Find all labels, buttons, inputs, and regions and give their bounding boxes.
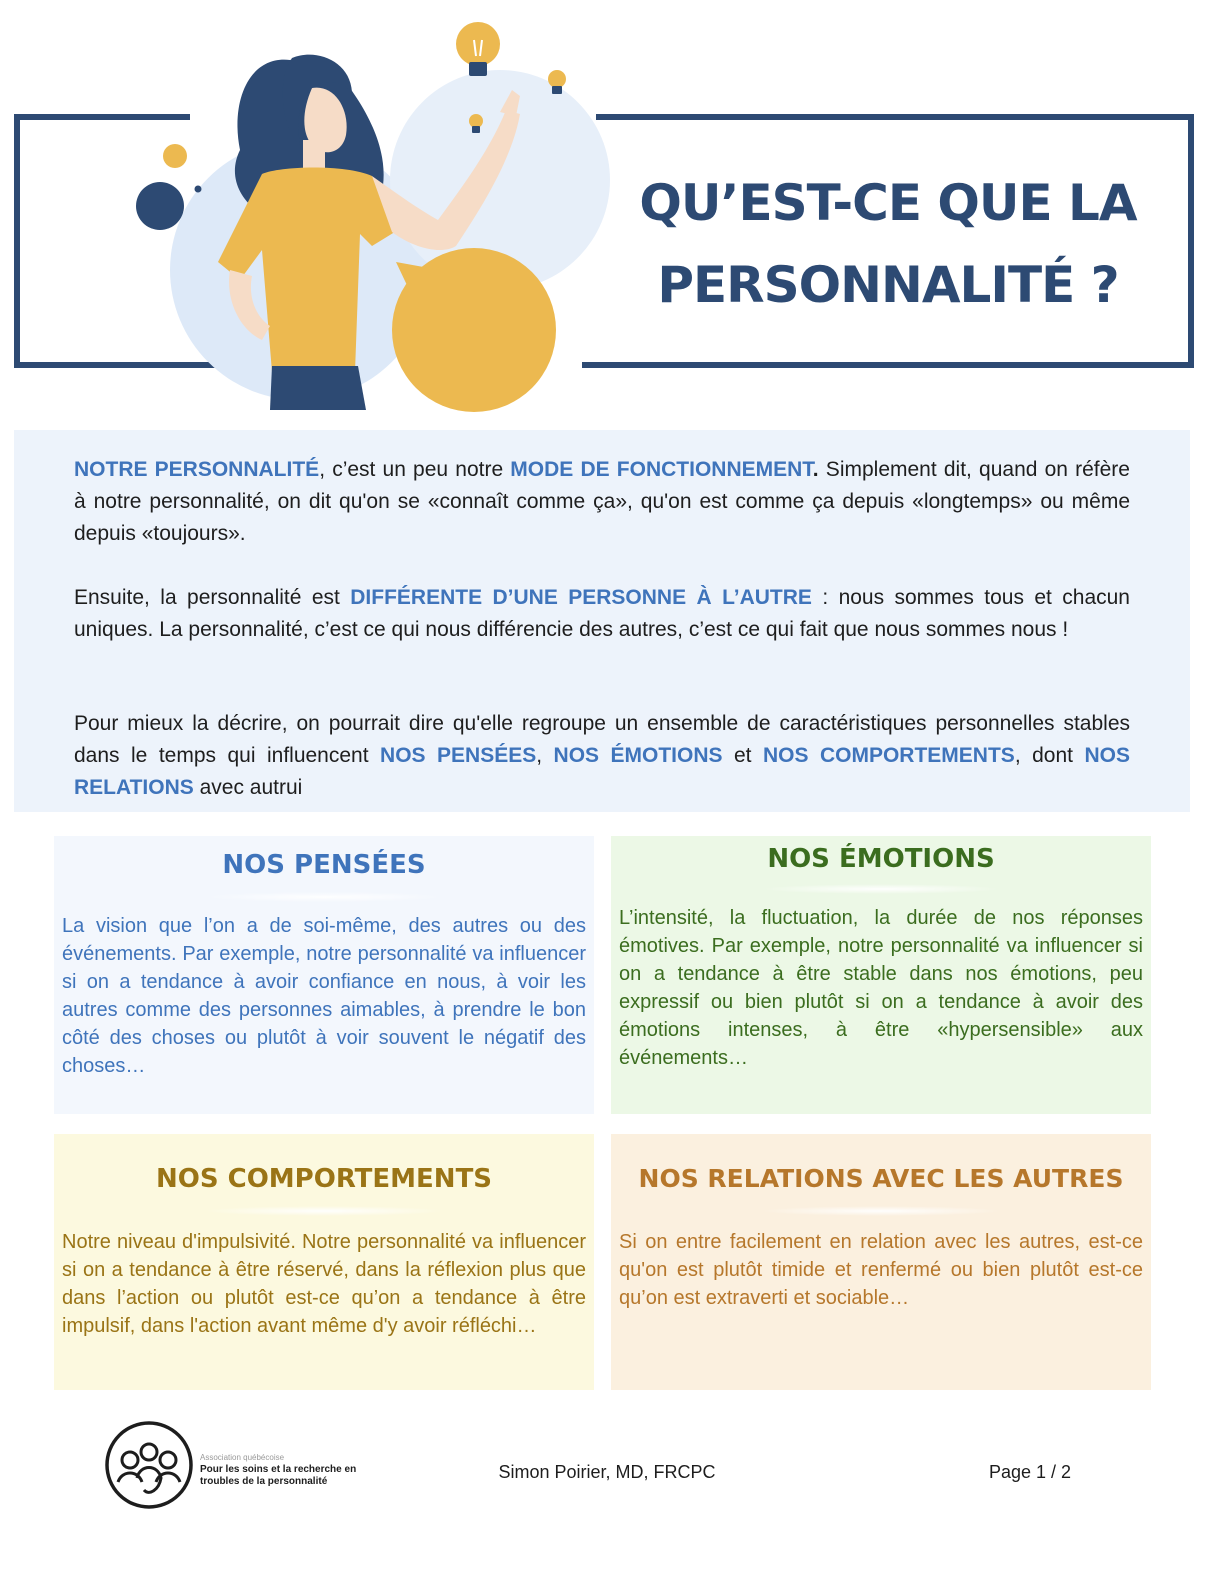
box-text: Si on entre facilement en relation avec les autres, est-ce qu'on est plutôt timide et renfermé ou bien plutôt est-ce qu’on est extraverti et sociable…	[619, 1231, 1143, 1309]
text-run: : nous sommes tous et chacun uniques. La personnalité, c’est ce qui nous différencie des autres, c’est ce qui fait que nous sommes nous !	[74, 586, 1130, 641]
title-line-2: PERSONNALITÉ ?	[657, 256, 1119, 314]
intro-panel	[14, 430, 1190, 812]
decor-dot-yellow	[163, 144, 187, 168]
highlight-term: NOTRE PERSONNALITÉ	[74, 458, 320, 481]
text-run: et	[722, 744, 763, 767]
box-nos-emotions	[611, 836, 1151, 1114]
intro-paragraph-2	[74, 582, 1130, 646]
text-run: ,	[536, 744, 554, 767]
highlight-term: NOS ÉMOTIONS	[553, 744, 723, 767]
text-run: Ensuite, la personnalité est	[74, 586, 351, 609]
decor-dot-navy	[136, 182, 184, 230]
box-title: NOS COMPORTEMENTS	[155, 1164, 493, 1194]
text-run: Pour mieux la décrire, on pourrait dire qu'elle regroupe un ensemble de caractéristiques personnelles stables dans le temps qui influencent	[74, 712, 1130, 767]
box-title: NOS ÉMOTIONS	[767, 844, 995, 874]
title-frame-right-bottom	[582, 362, 1194, 368]
highlight-term: MODE DE FONCTIONNEMENT	[510, 458, 813, 481]
title-frame-right-side	[1188, 114, 1194, 368]
text-run: avec autrui	[193, 776, 303, 799]
intro-paragraph-1	[74, 454, 1130, 550]
highlight-term: NOS COMPORTEMENTS	[762, 744, 1015, 767]
text-run: , c’est un peu notre	[319, 458, 511, 481]
text-run: Simplement dit, quand on réfère à notre personnalité, on dit qu'on se «connaît comme ça», qu'on est comme ça depuis «longtemps» ou même depuis «toujours».	[74, 458, 1130, 545]
association-name: Association québécoise Pour les soins et la recherche en troubles de la personnalité	[200, 1453, 357, 1487]
lightbulb-icon	[456, 22, 500, 76]
highlight-term: NOS RELATIONS	[74, 744, 1130, 799]
title-line-1: QU’EST-CE QUE LA	[639, 174, 1137, 232]
hero-illustration	[0, 0, 620, 420]
association-logo-icon	[104, 1420, 194, 1510]
page-number: Page 1 / 2	[988, 1462, 1072, 1482]
highlight-term: NOS PENSÉES	[380, 744, 537, 767]
box-title: NOS RELATIONS AVEC LES AUTRES	[638, 1164, 1124, 1193]
box-nos-pensees	[54, 836, 594, 1114]
text-run: .	[812, 458, 819, 481]
box-nos-relations	[611, 1134, 1151, 1390]
box-text: La vision que l’on a de soi-même, des autres ou des événements. Par exemple, notre personnalité va influencer si on a tendance à avoir confiance en nous, à voir les autres comme des personnes aimables, à prendre le bon côté des choses ou plutôt à voir souvent le négatif des choses…	[62, 915, 586, 1077]
box-nos-comportements	[54, 1134, 594, 1390]
text-run: , dont	[1014, 744, 1085, 767]
highlight-term: DIFFÉRENTE D’UNE PERSONNE À L’AUTRE	[350, 586, 812, 609]
intro-paragraph-3	[74, 708, 1130, 804]
page-title	[596, 162, 1180, 326]
box-text: L’intensité, la fluctuation, la durée de nos réponses émotives. Par exemple, notre personnalité va influencer si on a tendance à être stable dans nos émotions, peu expressif ou bien plutôt si on a tendance à avoir des émotions intenses, à être «hypersensible» aux événements…	[619, 907, 1143, 1069]
title-frame-right-top	[596, 114, 1194, 120]
box-title: NOS PENSÉES	[222, 850, 426, 880]
box-text: Notre niveau d'impulsivité. Notre personnalité va influencer si on a tendance à être réservé, dans la réflexion plus que dans l’action ou plutôt est-ce qu’on a tendance à être impulsif, dans l'action avant même d'y avoir réfléchi…	[62, 1231, 586, 1337]
author-credit: Simon Poirier, MD, FRCPC	[498, 1462, 716, 1482]
